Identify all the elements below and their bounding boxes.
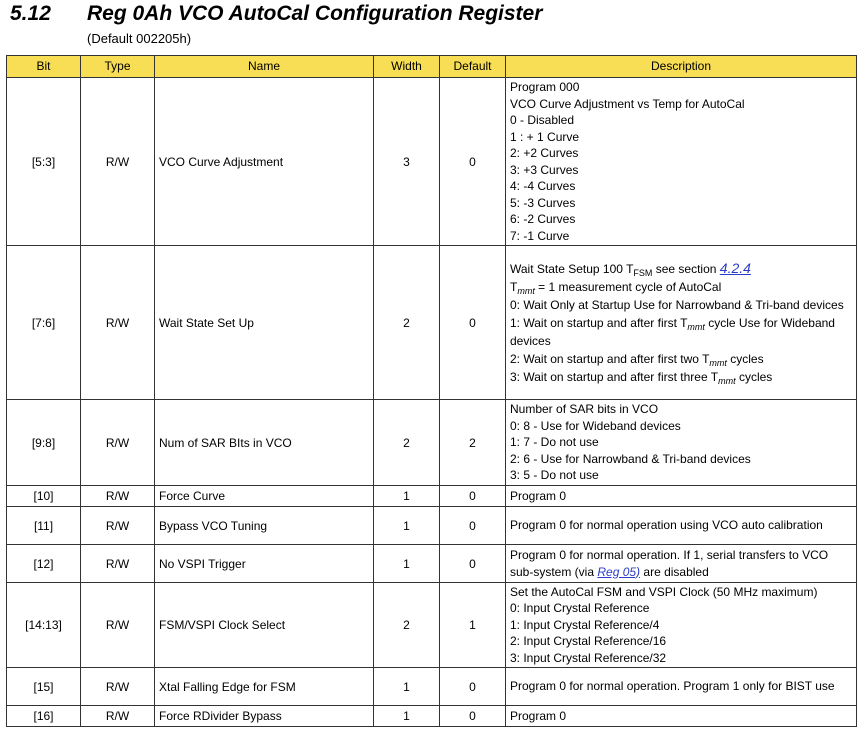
- desc-line: 1: 7 - Do not use: [510, 435, 599, 450]
- table-row: [7, 507, 857, 545]
- default-value: (Default 002205h): [87, 31, 192, 46]
- cell-bit: [15]: [7, 668, 81, 706]
- section-title: Reg 0Ah VCO AutoCal Configuration Register: [87, 2, 543, 25]
- desc-line: [510, 314, 852, 350]
- cell-type: R/W: [81, 486, 155, 507]
- desc-line: 3: 5 - Do not use: [510, 468, 599, 483]
- table-row: [7, 706, 857, 727]
- cell-description: [506, 246, 857, 400]
- subscript: FSM: [633, 268, 653, 278]
- cell-bit: [11]: [7, 507, 81, 545]
- desc-text: T: [510, 280, 518, 294]
- desc-line: 4: -4 Curves: [510, 179, 576, 193]
- desc-line: Program 000: [510, 80, 580, 94]
- subscript: mmt: [517, 286, 535, 296]
- table-row: [7, 400, 857, 486]
- desc-text: cycles: [735, 370, 773, 384]
- cell-type: R/W: [81, 583, 155, 668]
- desc-line: 1: Input Crystal Reference/4: [510, 617, 660, 632]
- subscript: mmt: [709, 358, 727, 368]
- cell-bit: [10]: [7, 486, 81, 507]
- desc-line: 0 - Disabled: [510, 113, 575, 127]
- cell-description: [506, 78, 857, 246]
- table-row: [7, 583, 857, 668]
- cell-bit: [16]: [7, 706, 81, 727]
- desc-line: 3: +3 Curves: [510, 162, 579, 177]
- header-row: [7, 56, 857, 78]
- cell-name: Wait State Set Up: [155, 246, 374, 400]
- cell-type: R/W: [81, 246, 155, 400]
- cell-default: 0: [440, 706, 506, 727]
- cell-width: 1: [374, 706, 440, 727]
- cell-width: 1: [374, 545, 440, 583]
- table-row: [7, 486, 857, 507]
- cell-name: Force Curve: [155, 486, 374, 507]
- desc-text: cycle Use for Wideband devices: [510, 316, 835, 348]
- cell-type: R/W: [81, 78, 155, 246]
- cell-name: Bypass VCO Tuning: [155, 507, 374, 545]
- desc-line: 3: Input Crystal Reference/32: [510, 650, 667, 665]
- desc-line: [510, 368, 852, 386]
- cell-description: [506, 583, 857, 668]
- col-header-description: Description: [506, 56, 857, 78]
- desc-text: = 1 measurement cycle of AutoCal: [534, 280, 722, 294]
- desc-text: 3: Wait on startup and after first three T: [510, 370, 719, 384]
- desc-line: 0: Input Crystal Reference: [510, 601, 650, 616]
- cell-default: 0: [440, 78, 506, 246]
- cell-width: 1: [374, 507, 440, 545]
- cell-default: 0: [440, 668, 506, 706]
- cell-width: 3: [374, 78, 440, 246]
- cell-width: 2: [374, 400, 440, 486]
- desc-text: are disabled: [640, 564, 709, 579]
- desc-line: 2: Input Crystal Reference/16: [510, 634, 667, 649]
- cell-default: 1: [440, 583, 506, 668]
- cell-type: R/W: [81, 668, 155, 706]
- col-header-default: Default: [440, 56, 506, 78]
- table-row: [7, 246, 857, 400]
- col-header-name: Name: [155, 56, 374, 78]
- desc-line: 0: Wait Only at Startup Use for Narrowband & Tri-band devices: [510, 298, 844, 312]
- cell-name: Xtal Falling Edge for FSM: [155, 668, 374, 706]
- cell-width: 1: [374, 486, 440, 507]
- desc-text: Wait State Setup 100 T: [510, 262, 634, 276]
- cell-description: [506, 668, 857, 706]
- cell-name: FSM/VSPI Clock Select: [155, 583, 374, 668]
- cell-description: [506, 545, 857, 583]
- cell-type: R/W: [81, 545, 155, 583]
- cell-name: Force RDivider Bypass: [155, 706, 374, 727]
- cell-default: 0: [440, 507, 506, 545]
- desc-line: Program 0 for normal operation using VCO auto calibration: [510, 518, 823, 533]
- cell-bit: [9:8]: [7, 400, 81, 486]
- desc-line: 6: -2 Curves: [510, 212, 576, 226]
- col-header-type: Type: [81, 56, 155, 78]
- col-header-bit: Bit: [7, 56, 81, 78]
- cell-description: [506, 400, 857, 486]
- section-link[interactable]: 4.2.4: [719, 260, 751, 276]
- desc-text: see section: [652, 262, 720, 276]
- cell-default: 0: [440, 545, 506, 583]
- desc-text: 2: Wait on startup and after first two T: [510, 352, 710, 366]
- desc-line: Set the AutoCal FSM and VSPI Clock (50 MHz maximum): [510, 584, 818, 599]
- cell-bit: [5:3]: [7, 78, 81, 246]
- cell-description: [506, 706, 857, 727]
- cell-default: 0: [440, 246, 506, 400]
- desc-line: Program 0: [510, 488, 567, 503]
- cell-description: [506, 486, 857, 507]
- cell-name: No VSPI Trigger: [155, 545, 374, 583]
- subscript: mmt: [718, 376, 736, 386]
- desc-line: 2: 6 - Use for Narrowband & Tri-band devices: [510, 451, 751, 466]
- desc-text: Program 0 for normal operation. If 1, serial transfers to VCO sub-system (via: [510, 548, 829, 579]
- cell-width: 2: [374, 583, 440, 668]
- desc-line: 7: -1 Curve: [510, 228, 570, 243]
- cell-description: [506, 507, 857, 545]
- cell-type: R/W: [81, 507, 155, 545]
- cell-name: Num of SAR BIts in VCO: [155, 400, 374, 486]
- subscript: mmt: [687, 322, 705, 332]
- desc-text: 1: Wait on startup and after first T: [510, 316, 688, 330]
- cell-default: 0: [440, 486, 506, 507]
- col-header-width: Width: [374, 56, 440, 78]
- desc-line: VCO Curve Adjustment vs Temp for AutoCal: [510, 96, 745, 111]
- desc-line: [510, 350, 852, 368]
- cell-type: R/W: [81, 706, 155, 727]
- cell-bit: [7:6]: [7, 246, 81, 400]
- desc-line: 1 : + 1 Curve: [510, 129, 580, 144]
- section-number: 5.12: [10, 2, 51, 25]
- cell-type: R/W: [81, 400, 155, 486]
- desc-line: [510, 259, 852, 278]
- cell-default: 2: [440, 400, 506, 486]
- cell-width: 2: [374, 246, 440, 400]
- desc-line: Program 0: [510, 708, 567, 723]
- desc-line: Program 0 for normal operation. Program 1 only for BIST use: [510, 679, 835, 694]
- table-row: [7, 545, 857, 583]
- desc-line: 5: -3 Curves: [510, 195, 576, 210]
- cell-bit: [12]: [7, 545, 81, 583]
- cell-bit: [14:13]: [7, 583, 81, 668]
- table-row: [7, 668, 857, 706]
- desc-line: 0: 8 - Use for Wideband devices: [510, 418, 681, 433]
- reg-05-link[interactable]: Reg 05): [597, 564, 641, 579]
- desc-line: Number of SAR bits in VCO: [510, 402, 659, 417]
- register-table: [6, 55, 857, 727]
- table-row: [7, 78, 857, 246]
- desc-line: 2: +2 Curves: [510, 146, 579, 160]
- desc-line: [510, 278, 852, 296]
- cell-width: 1: [374, 668, 440, 706]
- cell-name: VCO Curve Adjustment: [155, 78, 374, 246]
- desc-text: cycles: [726, 352, 764, 366]
